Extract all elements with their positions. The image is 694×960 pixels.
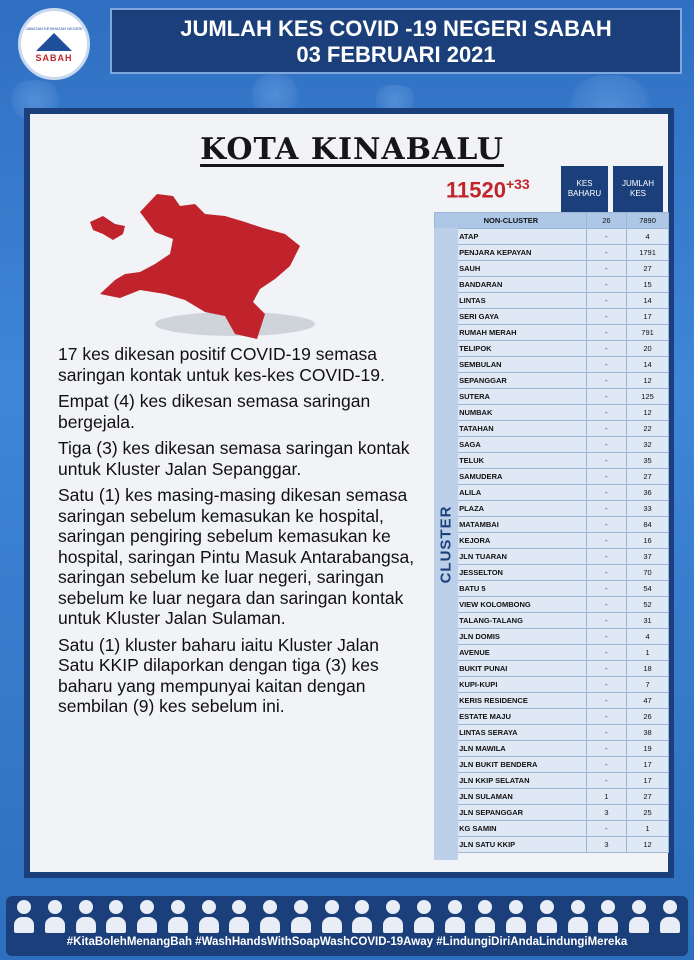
health-worker-icon	[137, 900, 157, 934]
cluster-total: 22	[627, 421, 669, 437]
table-row	[435, 277, 669, 293]
table-row	[435, 773, 669, 789]
health-worker-icon	[414, 900, 434, 934]
cluster-new: -	[586, 245, 626, 261]
cluster-total: 16	[627, 533, 669, 549]
cluster-name: JLN SATU KKIP	[456, 837, 587, 853]
cluster-total: 7	[627, 677, 669, 693]
cluster-new: -	[586, 613, 626, 629]
cluster-name: SAMUDERA	[456, 469, 587, 485]
table-row	[435, 485, 669, 501]
cluster-side-label	[434, 228, 458, 860]
cluster-name: JLN TUARAN	[456, 549, 587, 565]
health-worker-icon	[629, 900, 649, 934]
cluster-total: 52	[627, 597, 669, 613]
mountain-icon	[36, 33, 72, 51]
cluster-table	[434, 212, 669, 853]
cluster-new: -	[586, 773, 626, 789]
cluster-new: -	[586, 325, 626, 341]
cluster-table-body	[435, 213, 669, 853]
case-summary-text	[58, 344, 418, 723]
footer-hashtags: #KitaBolehMenangBah #WashHandsWithSoapWashCOVID-19Away #LindungiDiriAndaLindungiMereka	[66, 936, 628, 948]
table-row	[435, 629, 669, 645]
cluster-new: -	[586, 421, 626, 437]
cluster-name: BATU 5	[456, 581, 587, 597]
health-worker-icon	[260, 900, 280, 934]
cluster-name: JLN KKIP SELATAN	[456, 773, 587, 789]
health-worker-icon	[568, 900, 588, 934]
cluster-new: -	[586, 549, 626, 565]
cluster-total: 18	[627, 661, 669, 677]
cluster-new: -	[586, 629, 626, 645]
cluster-total: 1791	[627, 245, 669, 261]
health-worker-icon	[45, 900, 65, 934]
logo-small-text: JABATAN KESIHATAN NEGERI	[25, 25, 83, 31]
cluster-total: 27	[627, 261, 669, 277]
cluster-name: TELUK	[456, 453, 587, 469]
cluster-name: KG SAMIN	[456, 821, 587, 837]
health-worker-icon	[383, 900, 403, 934]
health-worker-icon	[537, 900, 557, 934]
cluster-total: 31	[627, 613, 669, 629]
table-row	[435, 661, 669, 677]
table-row	[435, 389, 669, 405]
cluster-name: LINTAS SERAYA	[456, 725, 587, 741]
cluster-total: 19	[627, 741, 669, 757]
table-row	[435, 549, 669, 565]
cluster-new: -	[586, 437, 626, 453]
col-header-total-label: JUMLAH KES	[621, 179, 654, 198]
logo-text: SABAH	[35, 52, 73, 63]
table-row	[435, 789, 669, 805]
header-title: JUMLAH KES COVID -19 NEGERI SABAH	[180, 16, 612, 41]
cluster-new: -	[586, 485, 626, 501]
cluster-total: 12	[627, 373, 669, 389]
health-worker-icon	[506, 900, 526, 934]
table-row	[435, 821, 669, 837]
cluster-name: VIEW KOLOMBONG	[456, 597, 587, 613]
cluster-new: -	[586, 581, 626, 597]
kota-kinabalu-map-icon	[85, 184, 325, 344]
page-header	[110, 8, 682, 74]
cluster-new: 1	[586, 789, 626, 805]
table-row	[435, 741, 669, 757]
cluster-new: -	[586, 373, 626, 389]
cluster-new: -	[586, 501, 626, 517]
health-worker-icon	[291, 900, 311, 934]
cluster-new: -	[586, 693, 626, 709]
cluster-new: -	[586, 661, 626, 677]
cluster-name: KERIS RESIDENCE	[456, 693, 587, 709]
cluster-name: KEJORA	[456, 533, 587, 549]
cluster-total: 33	[627, 501, 669, 517]
table-row-non-cluster	[435, 213, 669, 229]
cluster-new: -	[586, 741, 626, 757]
table-row	[435, 757, 669, 773]
cluster-total: 791	[627, 325, 669, 341]
summary-paragraph: Empat (4) kes dikesan semasa saringan bergejala.	[58, 391, 371, 432]
table-row	[435, 229, 669, 245]
health-worker-icon	[598, 900, 618, 934]
cluster-name: PLAZA	[456, 501, 587, 517]
table-row	[435, 357, 669, 373]
cluster-new: -	[586, 309, 626, 325]
cluster-total: 70	[627, 565, 669, 581]
cluster-new: -	[586, 341, 626, 357]
health-worker-icon	[168, 900, 188, 934]
summary-paragraph: Tiga (3) kes dikesan semasa saringan kontak untuk Kluster Jalan Sepanggar.	[58, 438, 410, 479]
cluster-name: BANDARAN	[456, 277, 587, 293]
summary-paragraph: 17 kes dikesan positif COVID-19 semasa saringan kontak untuk kes-kes COVID-19.	[58, 344, 385, 385]
cluster-new: 3	[586, 837, 626, 853]
summary-paragraph: Satu (1) kes masing-masing dikesan semasa saringan sebelum kemasukan ke hospital, saringan pengiring sebelum kemasukan ke hospital, saringan Pintu Masuk Antarabangsa, saringan sebelum ke luar negeri, saringan sebelum ke luar negara dan saringan kontak untuk Kluster Jalan Sulaman.	[58, 485, 415, 628]
health-worker-icon	[106, 900, 126, 934]
table-row	[435, 325, 669, 341]
table-row	[435, 837, 669, 853]
health-worker-icon	[76, 900, 96, 934]
table-row	[435, 517, 669, 533]
cluster-total: 14	[627, 357, 669, 373]
table-row	[435, 437, 669, 453]
cluster-name: JLN SEPANGGAR	[456, 805, 587, 821]
cluster-new: -	[586, 565, 626, 581]
cluster-name: SERI GAYA	[456, 309, 587, 325]
total-cases-value: 11520	[446, 177, 506, 203]
table-row	[435, 245, 669, 261]
cluster-new: 3	[586, 805, 626, 821]
cluster-new: -	[586, 453, 626, 469]
cluster-total: 37	[627, 549, 669, 565]
cluster-new: -	[586, 293, 626, 309]
cluster-new: -	[586, 725, 626, 741]
health-worker-icon	[199, 900, 219, 934]
cluster-name: BUKIT PUNAI	[456, 661, 587, 677]
summary-paragraph: Satu (1) kluster baharu iaitu Kluster Jalan Satu KKIP dilaporkan dengan tiga (3) kes baharu yang mempunyai kaitan dengan sembilan (9) kes sebelum ini.	[58, 634, 379, 716]
cluster-name: ESTATE MAJU	[456, 709, 587, 725]
table-row	[435, 533, 669, 549]
non-cluster-total: 7890	[627, 213, 669, 229]
cluster-name: RUMAH MERAH	[456, 325, 587, 341]
table-row	[435, 677, 669, 693]
table-row	[435, 709, 669, 725]
cluster-total: 35	[627, 453, 669, 469]
cluster-name: SAGA	[456, 437, 587, 453]
health-worker-icon	[352, 900, 372, 934]
cluster-name: KUPI-KUPI	[456, 677, 587, 693]
cluster-total: 1	[627, 645, 669, 661]
non-cluster-name: NON-CLUSTER	[435, 213, 587, 229]
cluster-new: -	[586, 821, 626, 837]
cluster-name: PENJARA KEPAYAN	[456, 245, 587, 261]
cluster-total: 27	[627, 789, 669, 805]
cluster-total: 54	[627, 581, 669, 597]
district-title: KOTA KINABALU	[200, 132, 504, 167]
cluster-name: JLN DOMIS	[456, 629, 587, 645]
cluster-new: -	[586, 533, 626, 549]
table-row	[435, 501, 669, 517]
cluster-name: SAUH	[456, 261, 587, 277]
cluster-new: -	[586, 261, 626, 277]
health-worker-icon	[475, 900, 495, 934]
cluster-name: ALILA	[456, 485, 587, 501]
table-row	[435, 645, 669, 661]
cluster-name: AVENUE	[456, 645, 587, 661]
non-cluster-new: 26	[586, 213, 626, 229]
cluster-name: JESSELTON	[456, 565, 587, 581]
cluster-total: 47	[627, 693, 669, 709]
health-worker-icon	[229, 900, 249, 934]
health-worker-icon	[322, 900, 342, 934]
table-row	[435, 469, 669, 485]
cluster-new: -	[586, 469, 626, 485]
cluster-total: 12	[627, 405, 669, 421]
cluster-name: NUMBAK	[456, 405, 587, 421]
cluster-total: 15	[627, 277, 669, 293]
cluster-total: 20	[627, 341, 669, 357]
cluster-new: -	[586, 389, 626, 405]
health-worker-icon	[660, 900, 680, 934]
cluster-name: ATAP	[456, 229, 587, 245]
cluster-total: 4	[627, 629, 669, 645]
cluster-total: 125	[627, 389, 669, 405]
health-worker-icon	[445, 900, 465, 934]
table-row	[435, 453, 669, 469]
cluster-name: TELIPOK	[456, 341, 587, 357]
cluster-name: JLN MAWILA	[456, 741, 587, 757]
cluster-total: 17	[627, 773, 669, 789]
cluster-new: -	[586, 709, 626, 725]
cluster-total: 1	[627, 821, 669, 837]
cluster-total: 27	[627, 469, 669, 485]
cluster-new: -	[586, 405, 626, 421]
total-cases-increase: +33	[505, 176, 530, 192]
table-row	[435, 405, 669, 421]
main-panel	[24, 108, 674, 878]
health-worker-icon	[14, 900, 34, 934]
cluster-total: 84	[627, 517, 669, 533]
header-date: 03 FEBRUARI 2021	[296, 42, 496, 67]
cluster-new: -	[586, 517, 626, 533]
cluster-new: -	[586, 229, 626, 245]
cluster-total: 17	[627, 309, 669, 325]
table-row	[435, 613, 669, 629]
cluster-new: -	[586, 645, 626, 661]
cluster-total: 17	[627, 757, 669, 773]
table-row	[435, 693, 669, 709]
total-cases	[446, 176, 530, 203]
table-row	[435, 309, 669, 325]
sabah-health-logo	[18, 8, 90, 80]
cluster-name: TALANG-TALANG	[456, 613, 587, 629]
cluster-name: LINTAS	[456, 293, 587, 309]
cluster-total: 38	[627, 725, 669, 741]
cluster-total: 25	[627, 805, 669, 821]
cluster-new: -	[586, 357, 626, 373]
table-row	[435, 581, 669, 597]
table-row	[435, 341, 669, 357]
table-row	[435, 805, 669, 821]
cluster-new: -	[586, 677, 626, 693]
table-row	[435, 373, 669, 389]
cluster-name: SEPANGGAR	[456, 373, 587, 389]
table-row	[435, 597, 669, 613]
cluster-name: TATAHAN	[456, 421, 587, 437]
cluster-new: -	[586, 597, 626, 613]
table-row	[435, 293, 669, 309]
cluster-total: 36	[627, 485, 669, 501]
cluster-name: SEMBULAN	[456, 357, 587, 373]
cluster-name: MATAMBAI	[456, 517, 587, 533]
cluster-total: 26	[627, 709, 669, 725]
cluster-new: -	[586, 757, 626, 773]
cluster-total: 32	[627, 437, 669, 453]
table-row	[435, 421, 669, 437]
cluster-total: 4	[627, 229, 669, 245]
cluster-name: SUTERA	[456, 389, 587, 405]
table-row	[435, 565, 669, 581]
col-header-new-label: KES BAHARU	[567, 179, 602, 198]
col-header-total	[613, 166, 663, 212]
cluster-total: 14	[627, 293, 669, 309]
cluster-name: JLN BUKIT BENDERA	[456, 757, 587, 773]
cluster-name: JLN SULAMAN	[456, 789, 587, 805]
cluster-total: 12	[627, 837, 669, 853]
table-row	[435, 725, 669, 741]
table-row	[435, 261, 669, 277]
cluster-new: -	[586, 277, 626, 293]
health-workers-row	[14, 900, 680, 934]
cluster-label-text: CLUSTER	[437, 505, 455, 583]
col-header-new	[561, 166, 608, 212]
